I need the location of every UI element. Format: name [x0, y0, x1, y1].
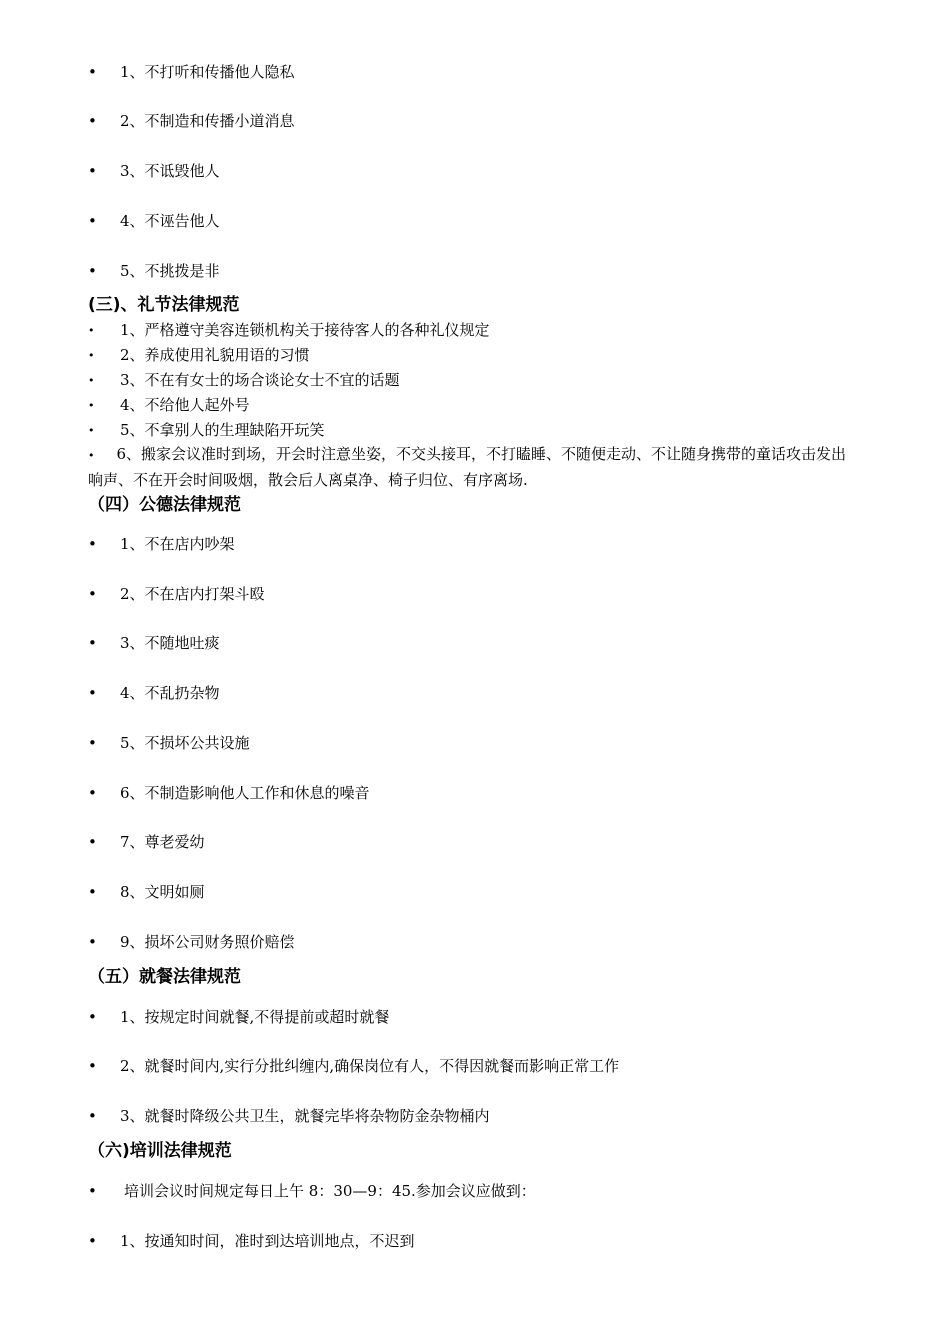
list-item-text: 4、不乱扔杂物 — [120, 684, 220, 702]
bullet: • — [88, 63, 97, 81]
list-item-text: 7、尊老爱幼 — [120, 833, 205, 851]
bullet: • — [88, 374, 95, 387]
section-heading: （六)培训法律规范 — [88, 1141, 232, 1161]
list-item-text: 5、不挑拨是非 — [120, 262, 220, 280]
bullet: • — [88, 324, 95, 337]
list-item-text: 2、不在店内打架斗殴 — [120, 585, 265, 603]
bullet: • — [88, 1107, 97, 1125]
section-heading: (三)、礼节法律规范 — [88, 295, 240, 315]
bullet: • — [88, 1182, 97, 1200]
list-item-text: 2、不制造和传播小道消息 — [120, 112, 295, 130]
list-item-text: 1、按规定时间就餐,不得提前或超时就餐 — [120, 1008, 390, 1026]
list-item-text: 1、按通知时间，准时到达培训地点，不迟到 — [120, 1232, 415, 1250]
list-item-text: 3、不在有女士的场合谈论女士不宜的话题 — [120, 371, 400, 389]
list-item-text: 9、损坏公司财务照价赔偿 — [120, 933, 295, 951]
bullet: • — [88, 112, 97, 130]
list-item-text: 3、不诋毁他人 — [120, 162, 220, 180]
bullet: • — [88, 634, 97, 652]
bullet: • — [88, 585, 97, 603]
list-item-text: 1、不在店内吵架 — [120, 535, 235, 553]
bullet: • — [88, 1008, 97, 1026]
bullet: • — [88, 262, 97, 280]
list-item-paragraph — [88, 442, 853, 493]
list-item-text: 培训会议时间规定每日上午 8：30—9：45.参加会议应做到： — [124, 1182, 536, 1200]
list-item-text: 2、养成使用礼貌用语的习惯 — [120, 346, 310, 364]
bullet: • — [88, 734, 97, 752]
bullet: • — [88, 1057, 97, 1075]
bullet: • — [88, 212, 97, 230]
bullet: • — [88, 684, 97, 702]
bullet: • — [88, 424, 95, 437]
list-item-text: 1、不打听和传播他人隐私 — [120, 63, 295, 81]
bullet: • — [88, 535, 97, 553]
bullet: • — [88, 784, 97, 802]
section-heading: （五）就餐法律规范 — [88, 967, 241, 987]
list-item-text: 6、不制造影响他人工作和休息的噪音 — [120, 784, 370, 802]
bullet: • — [88, 349, 95, 362]
bullet: • — [88, 883, 97, 901]
list-item-text: 1、严格遵守美容连锁机构关于接待客人的各种礼仪规定 — [120, 321, 490, 339]
bullet: • — [88, 449, 95, 462]
list-item-text: 6、搬家会议准时到场，开会时注意坐姿，不交头接耳，不打瞌睡、不随便走动、不让随身携带的童话攻击发出响声、不在开会时间吸烟，散会后人离桌净、椅子归位、有序离场. — [88, 445, 847, 489]
bullet: • — [88, 1232, 97, 1250]
list-item-text: 5、不损坏公共设施 — [120, 734, 250, 752]
bullet: • — [88, 933, 97, 951]
section-heading: （四）公德法律规范 — [88, 495, 241, 515]
list-item-text: 3、不随地吐痰 — [120, 634, 220, 652]
bullet: • — [88, 162, 97, 180]
bullet: • — [88, 399, 95, 412]
list-item-text: 4、不诬告他人 — [120, 212, 220, 230]
list-item-text: 3、就餐时降级公共卫生，就餐完毕将杂物防金杂物桶内 — [120, 1107, 490, 1125]
list-item-text: 5、不拿别人的生理缺陷开玩笑 — [120, 421, 325, 439]
bullet: • — [88, 833, 97, 851]
list-item-text: 4、不给他人起外号 — [120, 396, 250, 414]
list-item-text: 2、就餐时间内,实行分批纠缠内,确保岗位有人，不得因就餐而影响正常工作 — [120, 1057, 620, 1075]
list-item-text: 8、文明如厕 — [120, 883, 205, 901]
